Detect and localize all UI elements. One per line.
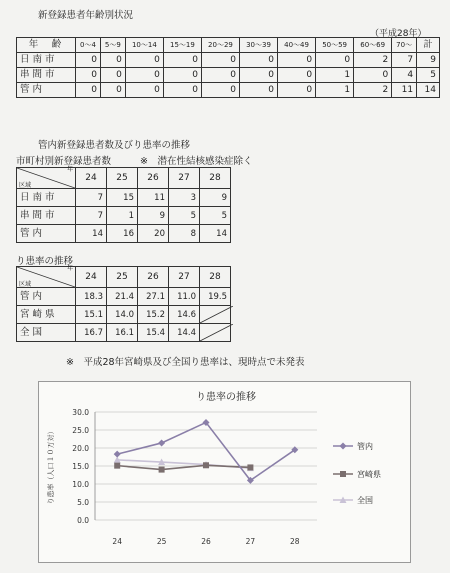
rate-cell: 14.6 [169, 306, 200, 324]
age-cell: 0 [163, 68, 201, 83]
count-table-row [17, 207, 231, 225]
rate-year-header: 25 [107, 267, 138, 288]
age-cell: 0 [278, 53, 316, 68]
rate-table-corner [17, 267, 76, 288]
count-cell: 1 [107, 207, 138, 225]
age-header-cell: 計 [417, 38, 440, 53]
x-tick-label: 26 [201, 537, 211, 546]
age-cell: 1 [316, 68, 354, 83]
age-cell: 0 [76, 53, 101, 68]
count-row-label: 日南市 [17, 189, 76, 207]
data-point [114, 463, 120, 469]
age-cell: 0 [100, 68, 125, 83]
age-header-cell: 50〜59 [316, 38, 354, 53]
chart-frame [38, 381, 411, 563]
count-cell: 3 [169, 189, 200, 207]
count-cell: 16 [107, 225, 138, 243]
count-year-header: 26 [138, 168, 169, 189]
rate-empty-cell [200, 324, 231, 342]
count-cell: 5 [169, 207, 200, 225]
x-tick-label: 28 [290, 537, 300, 546]
series-line-0 [117, 422, 295, 480]
age-row-label: 管内 [17, 83, 76, 98]
rate-table-header-row [17, 267, 231, 288]
count-row-label: 串間市 [17, 207, 76, 225]
rate-row-label: 宮崎県 [17, 306, 76, 324]
y-tick-label: 20.0 [72, 444, 89, 453]
count-cell: 20 [138, 225, 169, 243]
rate-row-label: 全国 [17, 324, 76, 342]
y-axis-label: り患率（人口１０万対） [47, 427, 55, 505]
count-table-row [17, 189, 231, 207]
age-header-cell: 5〜9 [100, 38, 125, 53]
age-cell: 0 [201, 83, 239, 98]
count-year-header: 27 [169, 168, 200, 189]
age-header-cell: 0〜4 [76, 38, 101, 53]
age-cell: 0 [316, 53, 354, 68]
age-cell: 0 [239, 68, 277, 83]
y-tick-label: 15.0 [72, 462, 89, 471]
count-table-note: ※ 潜在性結核感染症除く [140, 156, 253, 167]
data-point [158, 439, 165, 446]
rate-cell: 16.1 [107, 324, 138, 342]
rate-table-title: り患率の推移 [16, 256, 74, 267]
age-header-cell: 20〜29 [201, 38, 239, 53]
rate-cell: 16.7 [76, 324, 107, 342]
count-row-label: 管内 [17, 225, 76, 243]
age-table [16, 37, 440, 98]
age-cell: 5 [417, 68, 440, 83]
rate-line-chart [39, 382, 410, 562]
age-table-year-note: （平成28年） [370, 29, 427, 39]
chart-title: り患率の推移 [196, 392, 256, 403]
age-cell: 0 [125, 53, 163, 68]
age-table-row [17, 53, 440, 68]
count-cell: 7 [76, 207, 107, 225]
count-cell: 9 [200, 189, 231, 207]
age-cell: 14 [417, 83, 440, 98]
count-table-row [17, 225, 231, 243]
rate-table-row [17, 324, 231, 342]
rate-table-corner-year: 年 [66, 265, 73, 272]
age-cell: 0 [239, 53, 277, 68]
y-tick-label: 30.0 [72, 408, 89, 417]
age-header-cell: 10〜14 [125, 38, 163, 53]
age-cell: 0 [201, 68, 239, 83]
count-year-header: 28 [200, 168, 231, 189]
rate-table [16, 266, 231, 342]
age-header-cell: 60〜69 [354, 38, 392, 53]
y-tick-label: 0.0 [77, 516, 89, 525]
rate-cell: 27.1 [138, 288, 169, 306]
age-table-corner: 年 齢 [17, 38, 76, 53]
rate-year-header: 24 [76, 267, 107, 288]
count-table [16, 167, 231, 243]
rate-cell: 14.4 [169, 324, 200, 342]
count-year-header: 25 [107, 168, 138, 189]
age-cell: 1 [316, 83, 354, 98]
count-cell: 7 [76, 189, 107, 207]
legend-marker [340, 443, 347, 450]
age-cell: 0 [76, 83, 101, 98]
rate-year-header: 27 [169, 267, 200, 288]
age-cell: 7 [392, 53, 417, 68]
age-cell: 0 [239, 83, 277, 98]
age-header-cell: 70〜 [392, 38, 417, 53]
count-cell: 14 [200, 225, 231, 243]
rate-cell: 15.2 [138, 306, 169, 324]
legend-label: 全国 [357, 496, 373, 505]
count-cell: 8 [169, 225, 200, 243]
age-cell: 0 [163, 83, 201, 98]
age-table-row [17, 83, 440, 98]
age-cell: 0 [125, 83, 163, 98]
age-cell: 0 [100, 83, 125, 98]
age-cell: 0 [163, 53, 201, 68]
age-cell: 0 [125, 68, 163, 83]
data-point [247, 464, 253, 470]
legend-marker [340, 471, 346, 477]
age-header-cell: 15〜19 [163, 38, 201, 53]
count-table-corner-year: 年 [66, 166, 73, 173]
y-tick-label: 10.0 [72, 480, 89, 489]
rate-cell: 14.0 [107, 306, 138, 324]
age-table-title: 新登録患者年齢別状況 [38, 10, 134, 21]
count-cell: 14 [76, 225, 107, 243]
age-cell: 0 [201, 53, 239, 68]
rate-table-corner-area: 区域 [19, 281, 32, 288]
age-row-label: 日南市 [17, 53, 76, 68]
y-tick-label: 5.0 [77, 498, 89, 507]
age-cell: 9 [417, 53, 440, 68]
rate-cell: 21.4 [107, 288, 138, 306]
rate-year-header: 28 [200, 267, 231, 288]
count-cell: 15 [107, 189, 138, 207]
age-cell: 0 [354, 68, 392, 83]
count-cell: 11 [138, 189, 169, 207]
footnote: ※ 平成28年宮崎県及び全国り患率は、現時点で未発表 [66, 357, 305, 368]
x-tick-label: 24 [112, 537, 122, 546]
data-point [203, 462, 209, 468]
count-year-header: 24 [76, 168, 107, 189]
age-cell: 11 [392, 83, 417, 98]
age-header-cell: 30〜39 [239, 38, 277, 53]
count-table-header-row [17, 168, 231, 189]
age-cell: 2 [354, 53, 392, 68]
rate-cell: 11.0 [169, 288, 200, 306]
x-tick-label: 25 [156, 537, 167, 546]
rate-cell: 15.4 [138, 324, 169, 342]
age-row-label: 串間市 [17, 68, 76, 83]
rate-cell: 19.5 [200, 288, 231, 306]
count-cell: 9 [138, 207, 169, 225]
age-cell: 0 [76, 68, 101, 83]
age-table-header-row [17, 38, 440, 53]
legend-label: 宮崎県 [357, 470, 381, 479]
age-cell: 0 [100, 53, 125, 68]
y-tick-label: 25.0 [72, 426, 89, 435]
count-table-corner [17, 168, 76, 189]
age-cell: 0 [278, 68, 316, 83]
x-tick-label: 27 [245, 537, 256, 546]
rate-table-row [17, 306, 231, 324]
section2-title: 管内新登録患者数及びり患率の推移 [38, 140, 191, 151]
count-table-corner-area: 区域 [19, 182, 32, 189]
rate-row-label: 管内 [17, 288, 76, 306]
count-cell: 5 [200, 207, 231, 225]
count-table-title: 市町村別新登録患者数 [16, 156, 112, 167]
age-cell: 0 [278, 83, 316, 98]
age-table-row [17, 68, 440, 83]
data-point [159, 467, 165, 473]
rate-year-header: 26 [138, 267, 169, 288]
age-cell: 2 [354, 83, 392, 98]
rate-cell: 15.1 [76, 306, 107, 324]
rate-table-row [17, 288, 231, 306]
legend-label: 管内 [357, 442, 373, 451]
rate-empty-cell [200, 306, 231, 324]
data-point [114, 451, 121, 458]
age-header-cell: 40〜49 [278, 38, 316, 53]
rate-cell: 18.3 [76, 288, 107, 306]
age-cell: 4 [392, 68, 417, 83]
